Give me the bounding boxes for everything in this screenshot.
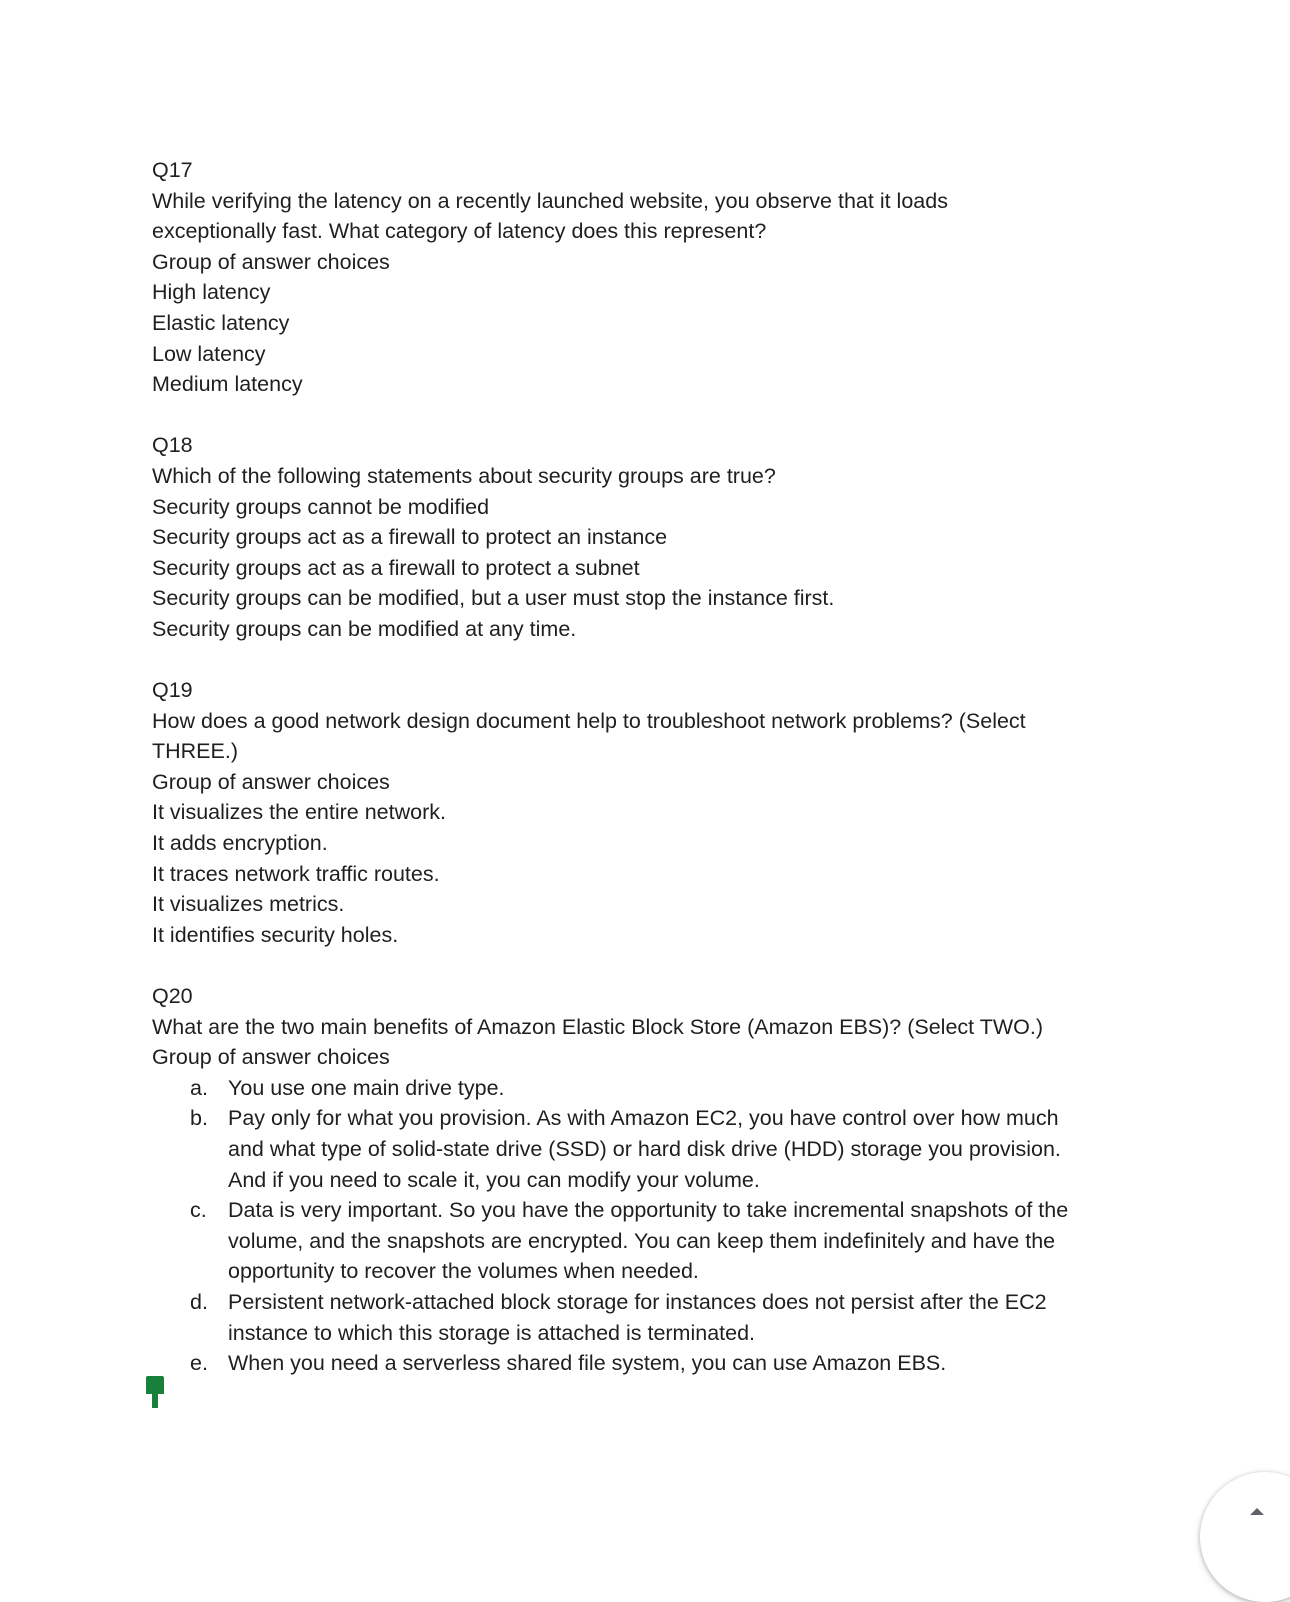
question-text-line: exceptionally fast. What category of latency does this represent? (152, 219, 767, 244)
list-marker: a. (190, 1075, 208, 1100)
answer-choice: Security groups can be modified at any time. (152, 616, 577, 641)
question-number: Q20 (152, 984, 193, 1009)
answer-choice: High latency (152, 280, 271, 305)
answer-choice-line: And if you need to scale it, you can modify your volume. (228, 1167, 760, 1192)
group-label: Group of answer choices (152, 1045, 390, 1070)
blank-line (152, 400, 1152, 431)
selection-handle-icon[interactable] (146, 1376, 164, 1408)
question-text-line: THREE.) (152, 739, 238, 764)
answer-choice: Security groups can be modified, but a user must stop the instance first. (152, 586, 835, 611)
answer-choice: It visualizes metrics. (152, 892, 345, 917)
chevron-up-icon (1250, 1508, 1264, 1515)
answer-choice: Elastic latency (152, 310, 290, 335)
question-text-line: While verifying the latency on a recently launched website, you observe that it loads (152, 188, 948, 213)
answer-choice: It identifies security holes. (152, 922, 399, 947)
list-item (152, 1103, 1143, 1195)
question-q17 (152, 155, 1152, 400)
question-number: Q19 (152, 678, 193, 703)
answer-choice: It adds encryption. (152, 831, 328, 856)
answer-choice: Low latency (152, 341, 266, 366)
list-marker: b. (190, 1106, 208, 1131)
blank-line (152, 950, 1152, 981)
list-marker: c. (190, 1198, 207, 1223)
answer-choice-line: volume, and the snapshots are encrypted. You can keep them indefinitely and have the (228, 1228, 1056, 1253)
question-number: Q18 (152, 433, 193, 458)
question-q20 (152, 981, 1152, 1379)
answer-choice-line: instance to which this storage is attached is terminated. (228, 1320, 756, 1345)
answer-choice-line: and what type of solid-state drive (SSD) or hard disk drive (HDD) storage you provision. (228, 1137, 1061, 1161)
list-item (152, 1073, 1143, 1104)
list-item (152, 1348, 1143, 1379)
blank-line (152, 645, 1152, 676)
answer-choice-line: When you need a serverless shared file system, you can use Amazon EBS. (228, 1351, 947, 1376)
answer-list (152, 1073, 1152, 1379)
selection-handle-stem (152, 1390, 158, 1408)
list-marker: e. (190, 1351, 208, 1376)
list-item (152, 1287, 1143, 1348)
answer-choice: Medium latency (152, 372, 303, 397)
question-q18 (152, 430, 1152, 644)
answer-choice: It visualizes the entire network. (152, 800, 446, 825)
question-text-line: Which of the following statements about security groups are true? (152, 463, 776, 488)
question-text-line: How does a good network design document help to troubleshoot network problems? (Select (152, 708, 1026, 733)
answer-choice-line: Persistent network-attached block storage for instances does not persist after the EC2 (228, 1289, 1047, 1314)
document-page (152, 155, 1152, 1379)
answer-choice: Security groups act as a firewall to protect a subnet (152, 555, 640, 580)
floating-action-button[interactable] (1200, 1472, 1290, 1602)
group-label: Group of answer choices (152, 249, 390, 274)
answer-choice-line: Pay only for what you provision. As with Amazon EC2, you have control over how much (228, 1106, 1059, 1131)
list-marker: d. (190, 1289, 208, 1314)
question-number: Q17 (152, 158, 193, 182)
question-q19 (152, 675, 1152, 950)
question-text-line: What are the two main benefits of Amazon Elastic Block Store (Amazon EBS)? (Select TWO.) (152, 1014, 1044, 1039)
answer-choice: Security groups cannot be modified (152, 494, 490, 519)
group-label: Group of answer choices (152, 769, 390, 794)
answer-choice-line: You use one main drive type. (228, 1075, 505, 1100)
answer-choice-line: Data is very important. So you have the opportunity to take incremental snapshots of the (228, 1198, 1069, 1223)
answer-choice: It traces network traffic routes. (152, 861, 440, 886)
answer-choice-line: opportunity to recover the volumes when needed. (228, 1259, 699, 1284)
list-item (152, 1195, 1143, 1287)
answer-choice: Security groups act as a firewall to protect an instance (152, 525, 668, 550)
